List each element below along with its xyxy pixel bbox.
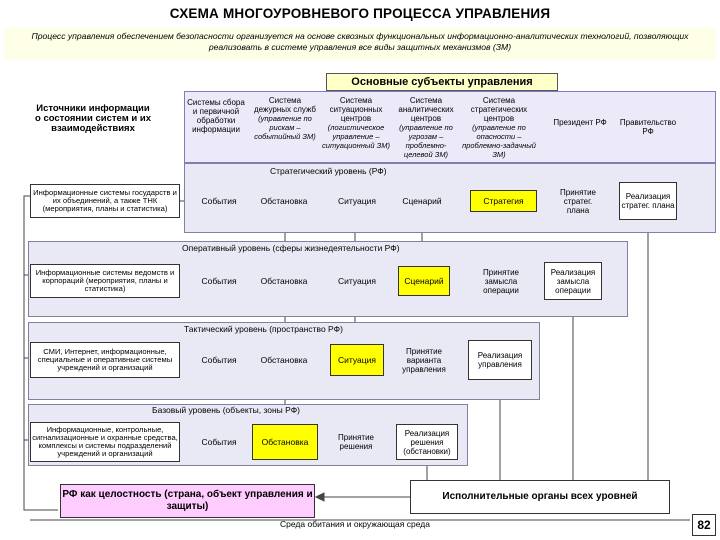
strategic-strategy: Стратегия [470, 190, 537, 212]
subject-situation-note: (логистическое управление – ситуационный ЗМ) [322, 123, 390, 150]
rf-integrity-box: РФ как целостность (страна, объект управления и защиты) [60, 484, 315, 518]
source-tactical: СМИ, Интернет, информационные, специальные и оперативные системы учреждений и организаций [30, 342, 180, 378]
strategic-accept-plan: Принятие стратег. плана [560, 187, 596, 215]
subject-analytic-centers [392, 96, 460, 159]
subject-government: Правительство РФ [619, 118, 677, 136]
intro-text: Процесс управления обеспечением безопасности организуется на основе сквозных функциональных информационно-аналитических технологий, позволяющих реализовать в системе управления все виды защитных механизмов (ЗМ) [4, 28, 716, 60]
subject-situation-title: Система ситуационных центров [329, 96, 383, 123]
source-operational: Информационные системы ведомств и корпораций (мероприятия, планы и статистика) [30, 264, 180, 298]
executive-organs-box: Исполнительные органы всех уровней [410, 480, 670, 514]
tactical-impl: Реализация управления [468, 340, 532, 380]
strategic-environment: Обстановка [260, 195, 308, 206]
sources-title: Источники информации о состоянии систем и их взаимодействиях [35, 103, 151, 134]
subjects-header: Основные субъекты управления [326, 73, 558, 91]
base-events: События [201, 436, 237, 447]
operational-impl: Реализация замысла операции [544, 262, 602, 300]
level-tactical: Тактический уровень (пространство РФ) [184, 324, 343, 334]
level-base: Базовый уровень (объекты, зоны РФ) [152, 405, 300, 415]
subject-strategic-centers [462, 96, 536, 159]
subject-analytic-title: Система аналитических центров [398, 96, 454, 123]
operational-accept: Принятие замысла операции [483, 267, 519, 295]
tactical-situation: Ситуация [330, 344, 384, 376]
base-impl: Реализация решения (обстановки) [396, 424, 458, 460]
subject-situation-centers [322, 96, 390, 150]
base-environment: Обстановка [252, 424, 318, 460]
base-accept: Принятие решения [338, 433, 374, 451]
tactical-accept: Принятие варианта управления [402, 346, 446, 374]
arrowhead-left [316, 493, 324, 501]
source-strategic: Информационные системы государств и их объединений, а также ТНК (мероприятия, планы и статистика) [30, 184, 180, 218]
operational-environment: Обстановка [260, 275, 308, 286]
level-operational: Оперативный уровень (сферы жизнедеятельности РФ) [182, 243, 400, 253]
environment-label: Среда обитания и окружающая среда [280, 519, 430, 529]
operational-situation: Ситуация [338, 275, 376, 286]
page-title: СХЕМА МНОГОУРОВНЕВОГО ПРОЦЕССА УПРАВЛЕНИЯ [169, 6, 551, 21]
strategic-scenario: Сценарий [402, 195, 442, 206]
tactical-environment: Обстановка [260, 354, 308, 365]
subject-analytic-note: (управление по угрозам – проблемно-целевой ЗМ) [399, 123, 453, 159]
source-base: Информационные, контрольные, сигнализационные и охранные средства, комплексы и системы подразделений учреждений и организаций [30, 422, 180, 462]
level-strategic: Стратегический уровень (РФ) [270, 166, 387, 176]
subject-strategic-title: Система стратегических центров [470, 96, 528, 123]
tactical-events: События [201, 354, 237, 365]
subject-duty-note: (управление по рискам – событийный ЗМ) [254, 114, 316, 141]
operational-events: События [201, 275, 237, 286]
strategic-impl-plan: Реализация стратег. плана [619, 182, 677, 220]
strategic-situation: Ситуация [338, 195, 376, 206]
subject-duty-services [250, 96, 320, 141]
page-number: 82 [692, 514, 716, 536]
subject-collection: Системы сбора и первичной обработки информации [187, 98, 245, 134]
subject-president: Президент РФ [553, 118, 607, 127]
strategic-events: События [201, 195, 237, 206]
subject-duty-title: Система дежурных служб [254, 96, 316, 114]
operational-scenario: Сценарий [398, 266, 450, 296]
subject-strategic-note: (управление по опасности – проблемно-задачный ЗМ) [462, 123, 536, 159]
